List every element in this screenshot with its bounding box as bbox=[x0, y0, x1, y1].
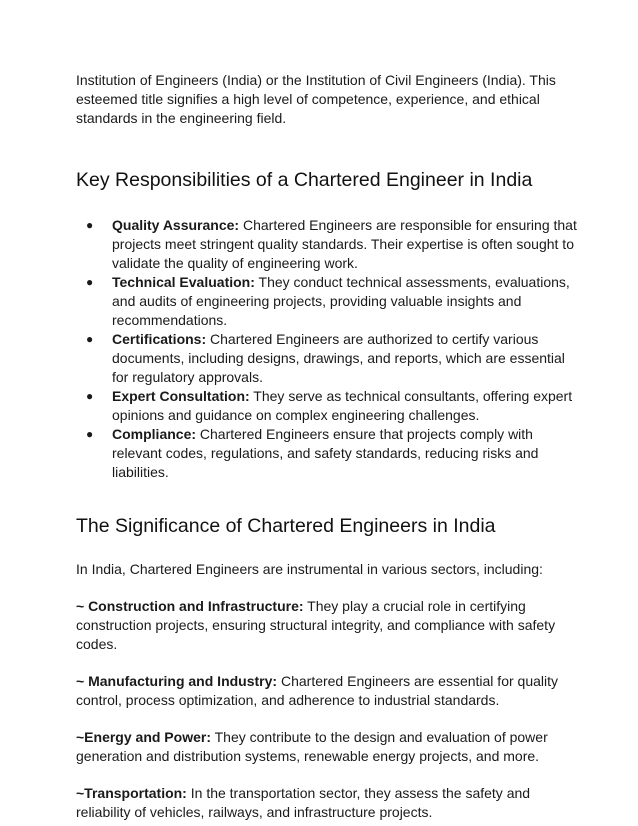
list-item bbox=[86, 273, 578, 330]
list-item bbox=[86, 425, 578, 482]
section-heading-significance: The Significance of Chartered Engineers in India bbox=[76, 515, 496, 537]
sector-paragraph bbox=[76, 784, 578, 822]
list-item bbox=[86, 387, 578, 425]
sector-text: Chartered Engineers are essential for quality control, process optimization, and adherence to industrial standards. bbox=[76, 673, 559, 708]
bullet-icon: ● bbox=[86, 275, 94, 289]
sector-paragraph bbox=[76, 672, 578, 710]
list-item-label: Compliance: bbox=[112, 426, 197, 442]
sector-paragraph bbox=[76, 597, 578, 654]
sector-label: ~ Manufacturing and Industry: bbox=[76, 673, 278, 689]
sector-paragraph bbox=[76, 728, 578, 766]
section-heading-responsibilities: Key Responsibilities of a Chartered Engineer in India bbox=[76, 169, 533, 191]
list-item-text: They serve as technical consultants, offering expert opinions and guidance on complex engineering challenges. bbox=[112, 388, 573, 423]
list-item-label: Certifications: bbox=[112, 331, 207, 347]
intro-paragraph: Institution of Engineers (India) or the Institution of Civil Engineers (India). This esteemed title signifies a high level of competence, experience, and ethical standards in the engineering field. bbox=[76, 72, 556, 126]
significance-intro: In India, Chartered Engineers are instrumental in various sectors, including: bbox=[76, 561, 543, 577]
sector-label: ~Energy and Power: bbox=[76, 729, 211, 745]
bullet-icon: ● bbox=[86, 427, 94, 441]
sector-text: They play a crucial role in certifying construction projects, ensuring structural integrity, and compliance with safety codes. bbox=[76, 598, 556, 652]
sector-text: They contribute to the design and evaluation of power generation and distribution systems, renewable energy projects, and more. bbox=[76, 729, 548, 764]
list-item-label: Technical Evaluation: bbox=[112, 274, 255, 290]
sector-label: ~ Construction and Infrastructure: bbox=[76, 598, 304, 614]
bullet-icon: ● bbox=[86, 332, 94, 346]
list-item-text: They conduct technical assessments, evaluations, and audits of engineering projects, providing valuable insights and recommendations. bbox=[112, 274, 570, 328]
sector-text: In the transportation sector, they assess the safety and reliability of vehicles, railways, and infrastructure projects. bbox=[76, 785, 531, 820]
list-item bbox=[86, 216, 578, 273]
bullet-icon: ● bbox=[86, 218, 94, 232]
sector-label: ~Transportation: bbox=[76, 785, 187, 801]
list-item-text: Chartered Engineers are authorized to certify various documents, including designs, drawings, and reports, which are essential for regulatory approvals. bbox=[112, 331, 565, 385]
list-item bbox=[86, 330, 578, 387]
list-item-label: Quality Assurance: bbox=[112, 217, 240, 233]
list-item-text: Chartered Engineers are responsible for ensuring that projects meet stringent quality standards. Their expertise is often sought to validate the quality of engineering work. bbox=[112, 217, 577, 271]
responsibilities-list bbox=[76, 216, 578, 482]
list-item-text: Chartered Engineers ensure that projects comply with relevant codes, regulations, and safety standards, reducing risks and liabilities. bbox=[112, 426, 539, 480]
list-item-label: Expert Consultation: bbox=[112, 388, 250, 404]
bullet-icon: ● bbox=[86, 389, 94, 403]
